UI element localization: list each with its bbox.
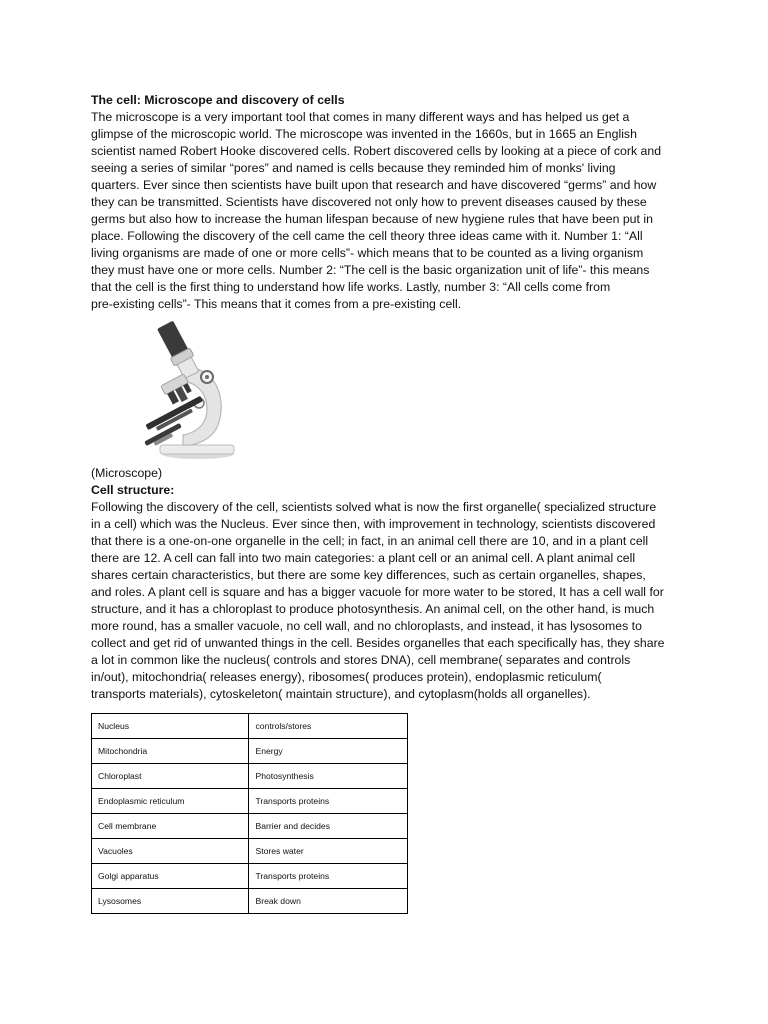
- section-title-cell-structure: Cell structure:: [91, 483, 175, 497]
- paragraph-line: collect and get rid of unwanted things in the cell. Besides organelles that each specifically has, they share: [91, 636, 665, 650]
- organelle-function-cell: controls/stores: [249, 714, 408, 739]
- organelle-name-cell: Chloroplast: [92, 764, 249, 789]
- microscope-icon: [121, 317, 241, 465]
- organelle-name-cell: Cell membrane: [92, 814, 249, 839]
- paragraph-line: Following the discovery of the cell, scientists solved what is now the first organelle( specialized structure: [91, 500, 657, 514]
- figure-caption: (Microscope): [91, 466, 163, 480]
- paragraph-line: that the cell is the first thing to understand how life works. Lastly, number 3: “All cells come from: [91, 280, 611, 294]
- organelle-table: [91, 713, 408, 914]
- paragraph-line: they can be transmitted. Scientists have discovered not only how to prevent diseases caused by these: [91, 195, 647, 209]
- paragraph-line: structure, and it has a chloroplast to produce photosynthesis. An animal cell, on the other hand, is much: [91, 602, 655, 616]
- paragraph-line: place. Following the discovery of the cell came the cell theory three ideas came with it. Number 1: “All: [91, 229, 643, 243]
- paragraph-cell-discovery: [91, 109, 681, 313]
- table-row: [92, 889, 408, 914]
- organelle-function-cell: Stores water: [249, 839, 408, 864]
- paragraph-line: a lot in common like the nucleus( controls and stores DNA), cell membrane( separates and controls: [91, 653, 631, 667]
- table-row: [92, 789, 408, 814]
- document-page: [91, 92, 681, 914]
- paragraph-cell-structure: [91, 499, 681, 703]
- paragraph-line: there are 12. A cell can fall into two main categories: a plant cell or an animal cell. A plant animal cell: [91, 551, 636, 565]
- organelle-name-cell: Vacuoles: [92, 839, 249, 864]
- section-title-cell-discovery: The cell: Microscope and discovery of cells: [91, 93, 345, 107]
- organelle-name-cell: Nucleus: [92, 714, 249, 739]
- paragraph-line: pre-existing cells”- This means that it comes from a pre-existing cell.: [91, 297, 462, 311]
- paragraph-line: glimpse of the microscopic world. The microscope was invented in the 1660s, but in 1665 an English: [91, 127, 637, 141]
- paragraph-line: scientist named Robert Hooke discovered cells. Robert discovered cells by looking at a piece of cork and: [91, 144, 662, 158]
- paragraph-line: shares certain characteristics, but there are some key differences, such as certain organelles, shapes,: [91, 568, 646, 582]
- paragraph-line: more round, has a smaller vacuole, no cell wall, and no chloroplasts, and instead, it has lysosomes to: [91, 619, 642, 633]
- table-row: [92, 839, 408, 864]
- paragraph-line: in/out), mitochondria( releases energy), ribosomes( produces protein), endoplasmic reticulum(: [91, 670, 602, 684]
- paragraph-line: they must have one or more cells. Number 2: “The cell is the basic organization unit of life”- this means: [91, 263, 650, 277]
- organelle-function-cell: Transports proteins: [249, 864, 408, 889]
- paragraph-line: and roles. A plant cell is square and has a bigger vacuole for more water to be stored, It has a cell wall for: [91, 585, 664, 599]
- table-row: [92, 764, 408, 789]
- paragraph-line: transports materials), cytoskeleton( maintain structure), and cytoplasm(holds all organelles).: [91, 687, 591, 701]
- paragraph-line: in a cell) which was the Nucleus. Ever since then, with improvement in technology, scientists discovered: [91, 517, 656, 531]
- paragraph-line: that there is a one-on-one organelle in the cell; in fact, in an animal cell there are 10, and in a plant cell: [91, 534, 649, 548]
- table-row: [92, 864, 408, 889]
- paragraph-line: germs but also how to increase the human lifespan because of new hygiene rules that have been put in: [91, 212, 653, 226]
- organelle-name-cell: Golgi apparatus: [92, 864, 249, 889]
- paragraph-line: living organisms are made of one or more cells”- which means that to be counted as a living organism: [91, 246, 644, 260]
- organelle-name-cell: Mitochondria: [92, 739, 249, 764]
- organelle-function-cell: Barrier and decides: [249, 814, 408, 839]
- table-row: [92, 739, 408, 764]
- paragraph-line: quarters. Ever since then scientists have built upon that research and have discovered “germs” and how: [91, 178, 657, 192]
- organelle-name-cell: Endoplasmic reticulum: [92, 789, 249, 814]
- organelle-function-cell: Photosynthesis: [249, 764, 408, 789]
- paragraph-line: seeing a series of similar “pores” and named is cells because they reminded him of monks' living: [91, 161, 616, 175]
- organelle-function-cell: Energy: [249, 739, 408, 764]
- table-row: [92, 714, 408, 739]
- organelle-function-cell: Break down: [249, 889, 408, 914]
- paragraph-line: The microscope is a very important tool that comes in many different ways and has helped us get a: [91, 110, 630, 124]
- organelle-name-cell: Lysosomes: [92, 889, 249, 914]
- microscope-figure: [121, 317, 241, 465]
- table-row: [92, 814, 408, 839]
- organelle-function-cell: Transports proteins: [249, 789, 408, 814]
